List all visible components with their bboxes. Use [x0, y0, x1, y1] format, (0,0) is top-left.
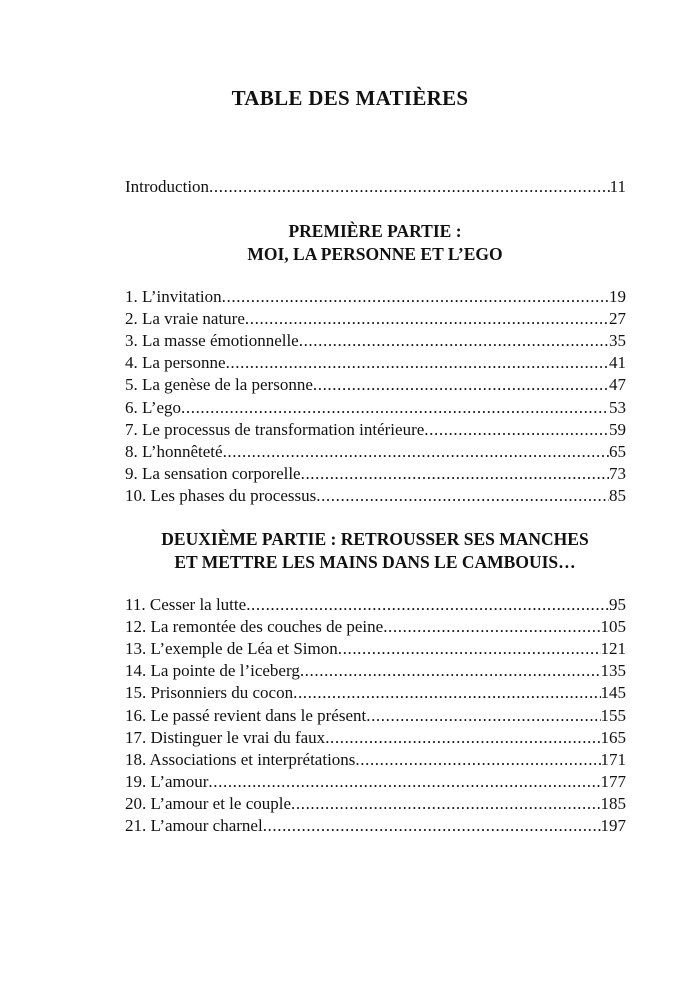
dot-leader [208, 771, 600, 793]
entry-page: 165 [600, 727, 626, 747]
dot-leader [299, 330, 609, 352]
dot-leader [383, 616, 600, 638]
entry-label: 3. La masse émotionnelle [125, 331, 299, 351]
toc-entry[interactable] [125, 815, 626, 837]
entry-page: 59 [609, 419, 626, 439]
entry-label: 5. La genèse de la personne [125, 375, 313, 395]
entry-label: 20. L’amour et le couple [125, 793, 292, 813]
entry-page: 73 [609, 463, 626, 483]
entry-label: 4. La personne [125, 353, 226, 373]
toc-entry[interactable] [125, 594, 626, 616]
entry-page: 177 [600, 771, 626, 791]
toc-entry[interactable] [125, 419, 626, 441]
dot-leader [291, 793, 600, 815]
part-heading-line: ET METTRE LES MAINS DANS LE CAMBOUIS… [174, 551, 576, 572]
dot-leader [223, 441, 609, 463]
entry-label: 16. Le passé revient dans le présent [125, 705, 367, 725]
entry-label: 18. Associations et interprétations [125, 749, 356, 769]
toc-entry[interactable] [125, 660, 626, 682]
toc-entry[interactable] [125, 485, 626, 507]
toc-entry[interactable] [125, 352, 626, 374]
dot-leader [209, 176, 610, 198]
toc-entry[interactable] [125, 682, 626, 704]
toc-entry[interactable] [125, 749, 626, 771]
entry-label: 6. L’ego [125, 397, 182, 417]
entry-page: 19 [609, 287, 626, 306]
entry-page: 171 [600, 749, 626, 769]
toc-entry[interactable] [125, 705, 626, 727]
entry-page: 95 [609, 595, 626, 614]
entry-label: 9. La sensation corporelle [125, 463, 301, 483]
toc-entry[interactable] [125, 308, 626, 330]
dot-leader [263, 815, 601, 837]
entry-label: 11. Cesser la lutte [125, 595, 247, 614]
dot-leader [181, 397, 609, 419]
entry-label: 19. L’amour [125, 771, 209, 791]
toc-entry[interactable] [125, 727, 626, 749]
dot-leader [313, 374, 609, 396]
entry-label: 21. L’amour charnel [125, 816, 263, 835]
part-heading-line: DEUXIÈME PARTIE : RETROUSSER SES MANCHES [161, 529, 589, 549]
dot-leader [338, 638, 601, 660]
page-title: TABLE DES MATIÈRES [231, 86, 469, 110]
entry-page: 155 [600, 705, 626, 725]
dot-leader [300, 660, 601, 682]
part-heading-1 [0, 220, 700, 265]
entry-page: 27 [609, 309, 626, 329]
dot-leader [301, 463, 609, 485]
entry-page: 145 [600, 683, 626, 703]
dot-leader [293, 682, 600, 704]
dot-leader [355, 749, 600, 771]
toc-entry[interactable] [125, 286, 626, 308]
entry-page: 65 [609, 441, 626, 461]
toc-entry[interactable] [125, 397, 626, 419]
entry-page: 121 [600, 639, 626, 659]
toc-entry[interactable] [125, 463, 626, 485]
entry-page: 85 [609, 485, 626, 505]
entry-label: 13. L’exemple de Léa et Simon [125, 639, 338, 659]
entry-page: 197 [600, 816, 626, 835]
entry-page: 41 [609, 353, 626, 373]
toc-entry[interactable] [125, 616, 626, 638]
entry-label: 2. La vraie nature [125, 309, 245, 329]
part-heading-2 [0, 528, 700, 573]
part-heading-line: PREMIÈRE PARTIE : [288, 221, 462, 241]
dot-leader [316, 485, 609, 507]
entry-label: Introduction [125, 177, 210, 196]
dot-leader [246, 594, 609, 616]
entry-page: 105 [600, 617, 626, 637]
entry-page: 185 [600, 793, 626, 813]
toc-entry[interactable] [125, 330, 626, 352]
entry-label: 1. L’invitation [125, 287, 222, 306]
toc-entry[interactable] [125, 638, 626, 660]
toc-entry[interactable] [125, 793, 626, 815]
entry-label: 10. Les phases du processus [125, 485, 317, 505]
entry-page: 35 [609, 331, 626, 351]
dot-leader [325, 727, 600, 749]
part-heading-line: MOI, LA PERSONNE ET L’EGO [247, 243, 503, 264]
entry-label: 7. Le processus de transformation intérieure [125, 419, 425, 439]
toc-entry-introduction[interactable] [125, 176, 626, 198]
entry-label: 15. Prisonniers du cocon [125, 683, 294, 703]
dot-leader [245, 308, 609, 330]
entry-page: 11 [609, 177, 626, 196]
dot-leader [226, 352, 609, 374]
entry-label: 17. Distinguer le vrai du faux [125, 727, 326, 747]
entry-label: 12. La remontée des couches de peine [125, 617, 384, 637]
entry-label: 14. La pointe de l’iceberg [125, 661, 300, 681]
entry-page: 135 [600, 661, 626, 681]
entry-label: 8. L’honnêteté [125, 441, 223, 461]
toc-entry[interactable] [125, 374, 626, 396]
dot-leader [222, 286, 609, 308]
dot-leader [366, 705, 600, 727]
toc-entry[interactable] [125, 441, 626, 463]
toc-entry[interactable] [125, 771, 626, 793]
entry-page: 53 [609, 397, 626, 417]
entry-page: 47 [609, 375, 626, 395]
dot-leader [424, 419, 609, 441]
